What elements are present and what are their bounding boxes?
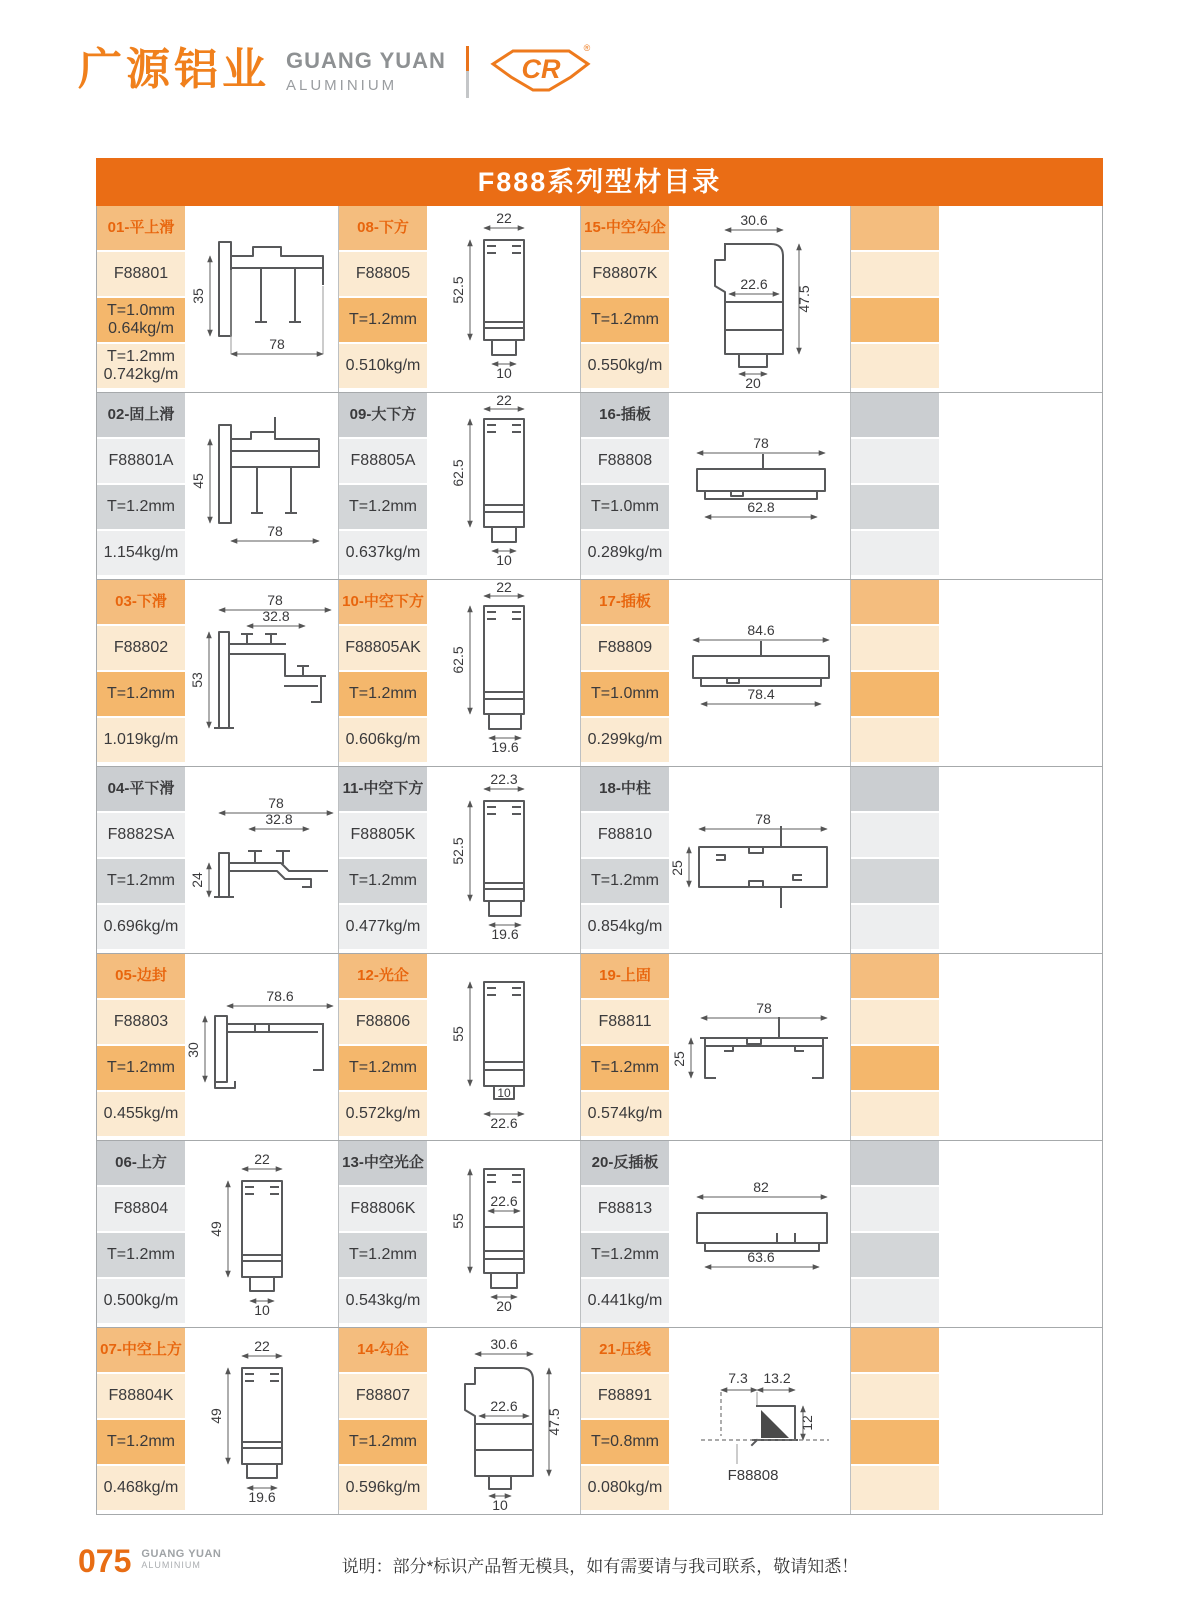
dim-label: 10 [497, 1086, 511, 1100]
product-15 [580, 206, 850, 392]
product-code-label: 10-中空下方 [339, 580, 427, 624]
profile-drawing-svg [669, 393, 850, 579]
label-stack [339, 1141, 427, 1325]
product-code-label: 15-中空勾企 [581, 206, 669, 250]
profile-drawing [669, 954, 850, 1140]
profile-drawing [427, 393, 580, 579]
product-weight: 0.543kg/m [339, 1279, 427, 1323]
catalog-row-3 [97, 579, 1102, 766]
product-thickness: T=1.0mm [581, 485, 669, 529]
dim-label: 78 [756, 1000, 772, 1016]
label-stack [581, 393, 669, 577]
dim-label: 7.3 [728, 1370, 748, 1386]
product-20 [580, 1141, 850, 1327]
product-11 [338, 767, 580, 953]
empty-stripe-cell [851, 1141, 939, 1185]
label-stack [581, 1141, 669, 1325]
profile-drawing-svg [427, 393, 580, 579]
dim-label: 35 [190, 288, 206, 304]
product-thickness: T=1.2mm [339, 298, 427, 342]
dim-label: 22 [496, 580, 512, 595]
profile-drawing [185, 954, 338, 1140]
profile-drawing-svg [185, 206, 338, 392]
dim-label: 78.6 [266, 988, 294, 1004]
dim-label: 19.6 [491, 926, 519, 942]
product-code-label: 12-光企 [339, 954, 427, 998]
profile-drawing-svg [185, 1328, 338, 1514]
dim-label: 20 [745, 375, 761, 391]
dim-label: 49 [208, 1221, 224, 1237]
empty-stripe-cell [851, 767, 939, 811]
product-weight: 1.019kg/m [97, 718, 185, 762]
product-code-label: 19-上固 [581, 954, 669, 998]
product-thickness: T=1.0mm [581, 672, 669, 716]
label-stack [581, 1328, 669, 1512]
profile-drawing [669, 767, 850, 953]
empty-stripe-cell [851, 206, 939, 250]
product-weight: 0.637kg/m [339, 531, 427, 575]
dim-label: 78 [268, 795, 284, 811]
product-code-label: 06-上方 [97, 1141, 185, 1185]
product-thickness: T=1.2mm [97, 672, 185, 716]
label-stack-empty [851, 767, 939, 951]
dim-label: 19.6 [248, 1489, 276, 1505]
profile-drawing [427, 767, 580, 953]
profile-drawing-svg [427, 954, 580, 1140]
product-17 [580, 580, 850, 766]
empty-stripe-cell [851, 905, 939, 949]
label-stack [339, 1328, 427, 1512]
footer-brand-line2: ALUMINIUM [141, 1560, 201, 1570]
product-model: F88808 [581, 439, 669, 483]
profile-drawing-svg [185, 954, 338, 1140]
dim-label: 13.2 [763, 1370, 791, 1386]
profile-drawing [185, 1141, 338, 1327]
dim-label: 49 [208, 1408, 224, 1424]
product-10 [338, 580, 580, 766]
dim-label: 52.5 [450, 276, 466, 304]
label-stack [97, 954, 185, 1138]
empty-stripe-cell [851, 672, 939, 716]
profile-drawing [427, 580, 580, 766]
label-stack [581, 580, 669, 764]
product-weight: 0.441kg/m [581, 1279, 669, 1323]
product-model: F88804 [97, 1187, 185, 1231]
product-thickness: T=1.2mm [581, 859, 669, 903]
product-04 [97, 767, 338, 953]
product-weight: 0.606kg/m [339, 718, 427, 762]
profile-drawing-svg [185, 393, 338, 579]
dim-label: 22.3 [490, 771, 518, 787]
product-13 [338, 1141, 580, 1327]
product-weight: T=1.2mm 0.742kg/m [97, 344, 185, 388]
empty-stripe-cell [851, 1046, 939, 1090]
empty-column [850, 580, 1102, 766]
cr-logo-text: CR [521, 54, 561, 84]
mating-profile-label: F88808 [727, 1467, 779, 1484]
product-thickness: T=1.2mm [97, 859, 185, 903]
profile-drawing [669, 206, 850, 392]
product-02 [97, 393, 338, 579]
label-stack-empty [851, 1328, 939, 1512]
product-19 [580, 954, 850, 1140]
dim-label: 12 [799, 1415, 815, 1431]
dim-label: 78 [755, 811, 771, 827]
product-model: F88801 [97, 252, 185, 296]
empty-stripe-cell [851, 859, 939, 903]
dim-label: 82 [753, 1179, 769, 1195]
product-21 [580, 1328, 850, 1514]
product-code-label: 07-中空上方 [97, 1328, 185, 1372]
dim-label: 25 [669, 860, 685, 876]
product-thickness: T=1.2mm [97, 1233, 185, 1277]
label-stack [97, 767, 185, 951]
product-model: F88805 [339, 252, 427, 296]
product-code-label: 14-勾企 [339, 1328, 427, 1372]
empty-stripe-cell [851, 252, 939, 296]
profile-drawing-svg [669, 580, 850, 766]
product-model: F88805AK [339, 626, 427, 670]
product-thickness: T=1.2mm [339, 859, 427, 903]
catalog-table [96, 158, 1103, 1515]
catalog-row-7 [97, 1327, 1102, 1514]
product-weight: 0.299kg/m [581, 718, 669, 762]
registered-mark: ® [583, 43, 591, 53]
product-code-label: 20-反插板 [581, 1141, 669, 1185]
label-stack-empty [851, 954, 939, 1138]
product-model: F88805A [339, 439, 427, 483]
label-stack [97, 1328, 185, 1512]
dim-label: 22.6 [490, 1398, 518, 1414]
product-model: F88810 [581, 813, 669, 857]
dim-label: 32.8 [262, 608, 290, 624]
dim-label: 22 [496, 393, 512, 408]
dim-label: 45 [190, 473, 206, 489]
product-model: F88813 [581, 1187, 669, 1231]
product-16 [580, 393, 850, 579]
dim-label: 22 [254, 1338, 270, 1354]
product-05 [97, 954, 338, 1140]
dim-label: 22.6 [740, 276, 768, 292]
product-weight: 0.596kg/m [339, 1466, 427, 1510]
label-stack [97, 393, 185, 577]
empty-stripe-cell [851, 1233, 939, 1277]
product-code-label: 17-插板 [581, 580, 669, 624]
dim-label: 32.8 [265, 811, 293, 827]
label-stack [339, 393, 427, 577]
empty-stripe-cell [851, 298, 939, 342]
empty-stripe-cell [851, 580, 939, 624]
label-stack [97, 1141, 185, 1325]
empty-column [850, 1141, 1102, 1327]
empty-stripe-cell [851, 1092, 939, 1136]
product-12 [338, 954, 580, 1140]
product-thickness: T=1.2mm [581, 298, 669, 342]
dim-label: 84.6 [747, 622, 775, 638]
profile-drawing-svg [185, 767, 338, 953]
dim-label: 47.5 [546, 1408, 562, 1436]
product-weight: 0.080kg/m [581, 1466, 669, 1510]
product-code-label: 03-下滑 [97, 580, 185, 624]
dim-label: 30.6 [740, 212, 768, 228]
empty-stripe-cell [851, 1466, 939, 1510]
dim-label: 78 [753, 435, 769, 451]
profile-drawing-svg [669, 1141, 850, 1327]
dim-label: 10 [496, 365, 512, 381]
dim-label: 55 [450, 1026, 466, 1042]
profile-drawing [185, 580, 338, 766]
dim-label: 62.5 [450, 459, 466, 487]
empty-stripe-cell [851, 1328, 939, 1372]
brand-english-name [286, 48, 446, 94]
brand-divider [466, 46, 469, 98]
header-brand [78, 40, 593, 111]
product-weight: 1.154kg/m [97, 531, 185, 575]
label-stack [339, 206, 427, 390]
catalog-row-2 [97, 392, 1102, 579]
product-model: F8882SA [97, 813, 185, 857]
product-01 [97, 206, 338, 392]
product-weight: 0.468kg/m [97, 1466, 185, 1510]
profile-drawing-svg [427, 767, 580, 953]
dim-label: 30 [185, 1042, 201, 1058]
empty-stripe-cell [851, 1000, 939, 1044]
brand-en-line2: ALUMINIUM [286, 77, 398, 94]
profile-drawing-svg [669, 954, 850, 1140]
product-thickness: T=1.0mm 0.64kg/m [97, 298, 185, 342]
empty-column [850, 1328, 1102, 1514]
product-model: F88811 [581, 1000, 669, 1044]
profile-drawing [669, 1328, 850, 1514]
product-weight: 0.455kg/m [97, 1092, 185, 1136]
label-stack [581, 206, 669, 390]
product-model: F88804K [97, 1374, 185, 1418]
profile-drawing [427, 1328, 580, 1514]
product-code-label: 05-边封 [97, 954, 185, 998]
profile-drawing [185, 206, 338, 392]
dim-label: 78 [267, 523, 283, 539]
product-weight: 0.572kg/m [339, 1092, 427, 1136]
empty-stripe-cell [851, 344, 939, 388]
product-thickness: T=1.2mm [339, 1420, 427, 1464]
label-stack-empty [851, 393, 939, 577]
product-thickness: T=1.2mm [97, 485, 185, 529]
dim-label: 78 [269, 336, 285, 352]
catalog-grid [96, 206, 1103, 1515]
dim-label: 25 [671, 1051, 687, 1067]
brand-chinese-name: 广源铝业 [78, 45, 270, 94]
dim-label: 10 [496, 552, 512, 568]
product-thickness: T=1.2mm [339, 672, 427, 716]
profile-drawing [427, 1141, 580, 1327]
product-code-label: 02-固上滑 [97, 393, 185, 437]
label-stack [97, 206, 185, 390]
empty-stripe-cell [851, 485, 939, 529]
dim-label: 78 [267, 592, 283, 608]
product-06 [97, 1141, 338, 1327]
product-thickness: T=1.2mm [97, 1046, 185, 1090]
label-stack-empty [851, 206, 939, 390]
dim-label: 78.4 [747, 686, 775, 702]
dim-label: 22 [496, 210, 512, 226]
product-weight: 0.510kg/m [339, 344, 427, 388]
dim-label: 47.5 [796, 285, 812, 313]
brand-en-line1: GUANG YUAN [286, 48, 446, 73]
product-code-label: 13-中空光企 [339, 1141, 427, 1185]
footer-note: 说明：部分*标识产品暂无模具，如有需要请与我司联系，敬请知悉！ [341, 1557, 859, 1576]
product-model: F88807 [339, 1374, 427, 1418]
empty-column [850, 954, 1102, 1140]
dim-label: 62.5 [450, 646, 466, 674]
product-weight: 0.550kg/m [581, 344, 669, 388]
empty-stripe-cell [851, 439, 939, 483]
label-stack [339, 954, 427, 1138]
profile-drawing [669, 1141, 850, 1327]
profile-drawing [669, 580, 850, 766]
profile-drawing-svg [427, 1141, 580, 1327]
empty-stripe-cell [851, 626, 939, 670]
label-stack [581, 767, 669, 951]
product-thickness: T=1.2mm [581, 1233, 669, 1277]
product-weight: 0.854kg/m [581, 905, 669, 949]
product-code-label: 08-下方 [339, 206, 427, 250]
product-model: F88803 [97, 1000, 185, 1044]
empty-column [850, 767, 1102, 953]
footer-brand-line1: GUANG YUAN [141, 1548, 222, 1560]
product-code-label: 04-平下滑 [97, 767, 185, 811]
label-stack-empty [851, 1141, 939, 1325]
empty-column [850, 393, 1102, 579]
profile-drawing-svg [185, 1141, 338, 1327]
product-model: F88807K [581, 252, 669, 296]
product-model: F88891 [581, 1374, 669, 1418]
empty-stripe-cell [851, 531, 939, 575]
product-model: F88806 [339, 1000, 427, 1044]
empty-stripe-cell [851, 1187, 939, 1231]
dim-label: 63.6 [747, 1249, 775, 1265]
product-18 [580, 767, 850, 953]
product-model: F88806K [339, 1187, 427, 1231]
product-code-label: 21-压线 [581, 1328, 669, 1372]
label-stack [97, 580, 185, 764]
empty-stripe-cell [851, 1279, 939, 1323]
product-03 [97, 580, 338, 766]
product-thickness: T=0.8mm [581, 1420, 669, 1464]
profile-drawing-svg [185, 580, 338, 766]
profile-drawing-svg [427, 206, 580, 392]
product-07 [97, 1328, 338, 1514]
profile-drawing [185, 393, 338, 579]
dim-label: 24 [189, 872, 205, 888]
product-code-label: 16-插板 [581, 393, 669, 437]
product-thickness: T=1.2mm [339, 1046, 427, 1090]
empty-stripe-cell [851, 1374, 939, 1418]
dim-label: 30.6 [490, 1336, 518, 1352]
product-code-label: 11-中空下方 [339, 767, 427, 811]
product-14 [338, 1328, 580, 1514]
empty-column [850, 206, 1102, 392]
empty-stripe-cell [851, 1420, 939, 1464]
product-model: F88809 [581, 626, 669, 670]
profile-drawing-svg [427, 1328, 580, 1514]
dim-label: 52.5 [450, 837, 466, 865]
product-weight: 0.500kg/m [97, 1279, 185, 1323]
product-code-label: 18-中柱 [581, 767, 669, 811]
product-thickness: T=1.2mm [339, 485, 427, 529]
profile-drawing [185, 767, 338, 953]
product-weight: 0.477kg/m [339, 905, 427, 949]
page-number: 075 [78, 1543, 132, 1579]
label-stack [339, 580, 427, 764]
product-08 [338, 206, 580, 392]
dim-label: 22.6 [490, 1115, 518, 1131]
product-model: F88802 [97, 626, 185, 670]
product-weight: 0.696kg/m [97, 905, 185, 949]
product-weight: 0.574kg/m [581, 1092, 669, 1136]
catalog-row-6 [97, 1140, 1102, 1327]
product-weight: 0.289kg/m [581, 531, 669, 575]
empty-stripe-cell [851, 718, 939, 762]
catalog-row-1 [97, 206, 1102, 392]
product-thickness: T=1.2mm [339, 1233, 427, 1277]
product-code-label: 01-平上滑 [97, 206, 185, 250]
dim-label: 53 [189, 672, 205, 688]
dim-label: 55 [450, 1213, 466, 1229]
label-stack [581, 954, 669, 1138]
catalog-row-4 [97, 766, 1102, 953]
product-09 [338, 393, 580, 579]
cr-logo-icon [489, 42, 593, 111]
empty-stripe-cell [851, 954, 939, 998]
profile-drawing-svg [669, 1328, 850, 1514]
page-footer [0, 1540, 1200, 1600]
dim-label: 22.6 [490, 1193, 518, 1209]
profile-drawing [185, 1328, 338, 1514]
product-code-label: 09-大下方 [339, 393, 427, 437]
product-thickness: T=1.2mm [581, 1046, 669, 1090]
catalog-title: F888系列型材目录 [96, 158, 1103, 206]
dim-label: 22 [254, 1151, 270, 1167]
label-stack-empty [851, 580, 939, 764]
catalog-row-5 [97, 953, 1102, 1140]
profile-drawing [669, 393, 850, 579]
empty-stripe-cell [851, 393, 939, 437]
profile-drawing-svg [427, 580, 580, 766]
profile-drawing [427, 954, 580, 1140]
dim-label: 19.6 [491, 739, 519, 755]
dim-label: 20 [496, 1298, 512, 1314]
product-thickness: T=1.2mm [97, 1420, 185, 1464]
profile-drawing [427, 206, 580, 392]
empty-stripe-cell [851, 813, 939, 857]
product-model: F88801A [97, 439, 185, 483]
dim-label: 10 [492, 1497, 508, 1513]
profile-drawing-svg [669, 206, 850, 392]
dim-label: 62.8 [747, 499, 775, 515]
label-stack [339, 767, 427, 951]
profile-drawing-svg [669, 767, 850, 953]
dim-label: 10 [254, 1302, 270, 1318]
product-model: F88805K [339, 813, 427, 857]
